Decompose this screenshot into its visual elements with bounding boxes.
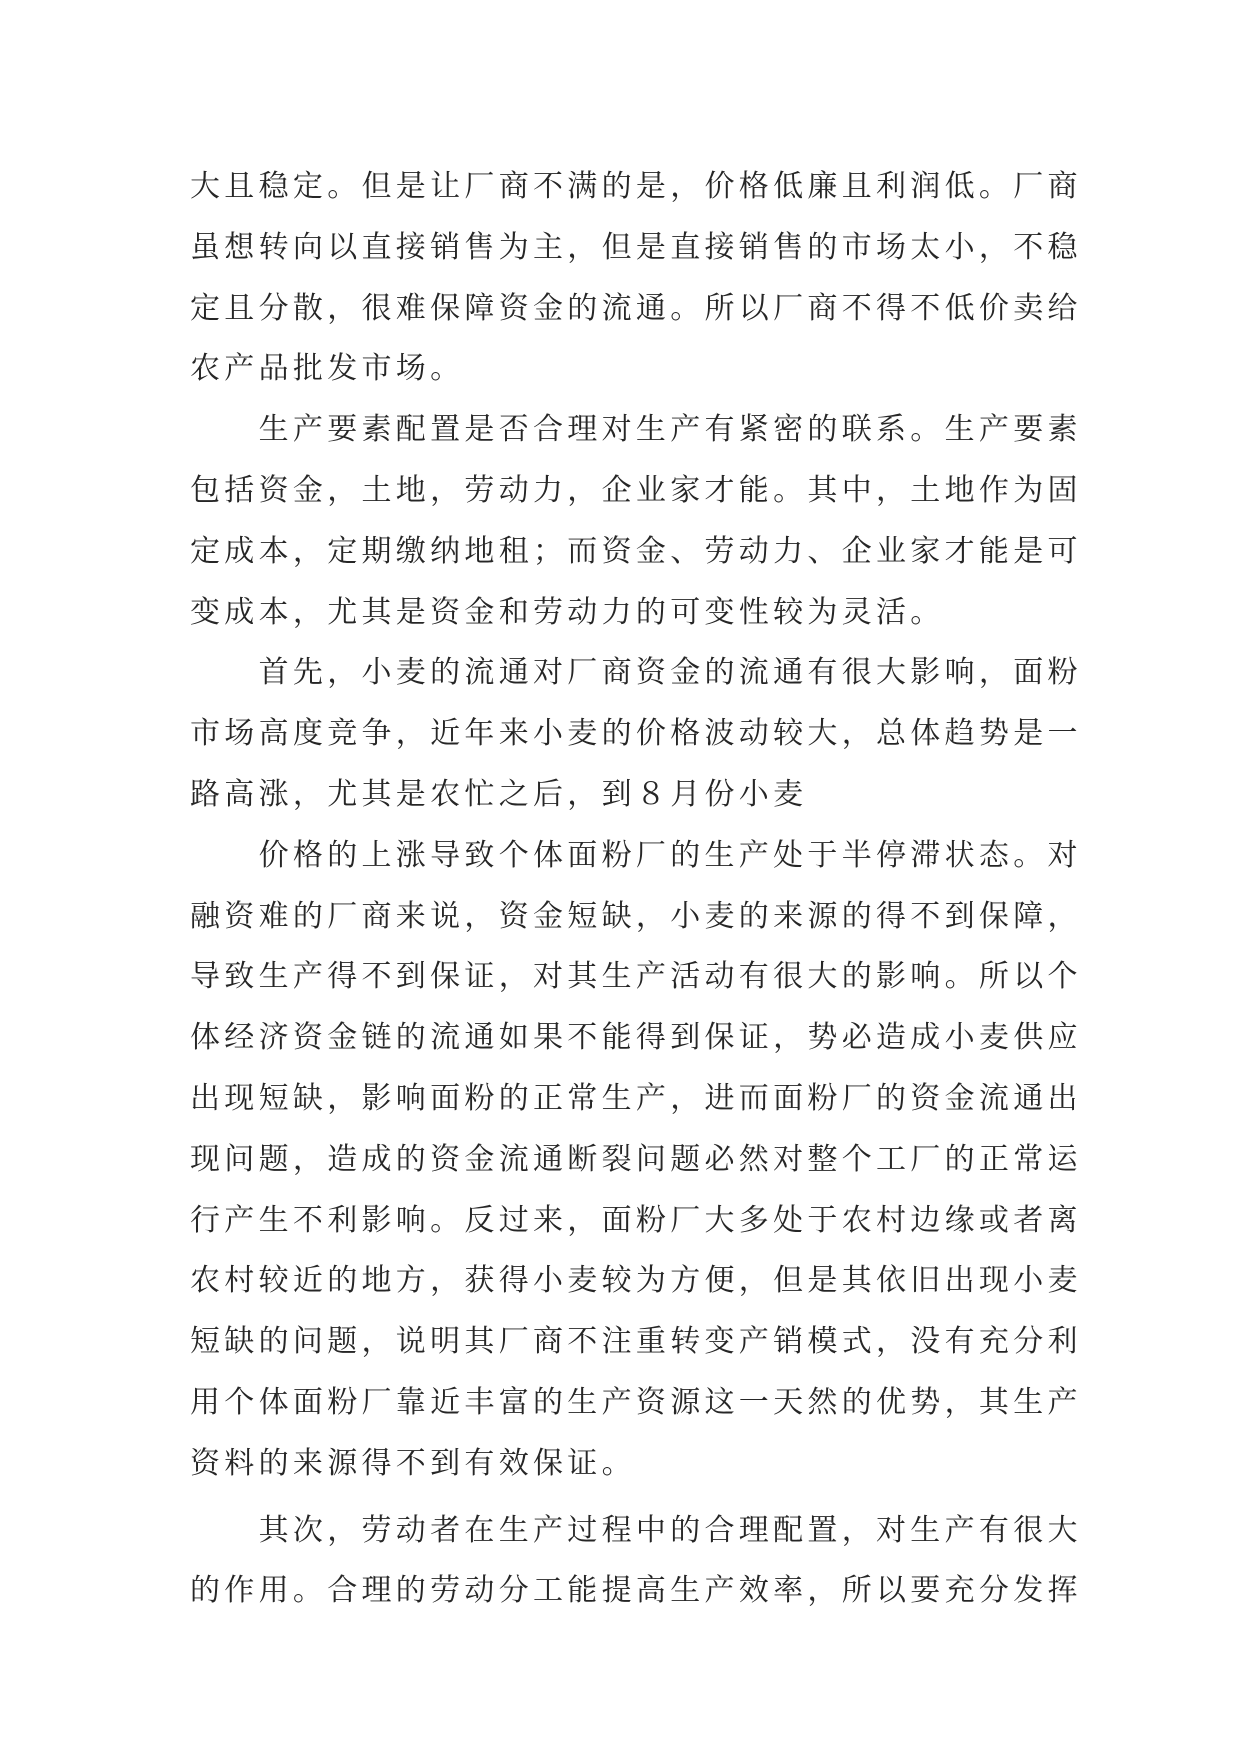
text-line: 路高涨，尤其是农忙之后，到８月份小麦 [190, 776, 808, 812]
text-line: 虽想转向以直接销售为主，但是直接销售的市场太小，不稳 [190, 229, 1082, 265]
body-text [190, 157, 1082, 1622]
text-line: 首先，小麦的流通对厂商资金的流通有很大影响，面粉 [190, 655, 1082, 691]
text-line: 资料的来源得不到有效保证。 [190, 1445, 636, 1481]
text-line: 导致生产得不到保证，对其生产活动有很大的影响。所以个 [190, 959, 1082, 995]
text-line: 其次，劳动者在生产过程中的合理配置，对生产有很大 [190, 1512, 1082, 1548]
text-line: 包括资金，土地，劳动力，企业家才能。其中，土地作为固 [190, 472, 1082, 508]
text-line: 体经济资金链的流通如果不能得到保证，势必造成小麦供应 [190, 1020, 1082, 1056]
text-line: 农产品批发市场。 [190, 351, 465, 387]
text-line: 行产生不利影响。反过来，面粉厂大多处于农村边缘或者离 [190, 1202, 1082, 1238]
text-line: 生产要素配置是否合理对生产有紧密的联系。生产要素 [190, 412, 1082, 448]
text-line: 市场高度竞争，近年来小麦的价格波动较大，总体趋势是一 [190, 716, 1082, 752]
text-line: 定且分散，很难保障资金的流通。所以厂商不得不低价卖给 [190, 290, 1082, 326]
text-line: 变成本，尤其是资金和劳动力的可变性较为灵活。 [190, 594, 945, 630]
text-line: 定成本，定期缴纳地租；而资金、劳动力、企业家才能是可 [190, 533, 1082, 569]
text-line: 短缺的问题，说明其厂商不注重转变产销模式，没有充分利 [190, 1324, 1082, 1360]
text-line: 出现短缺，影响面粉的正常生产，进而面粉厂的资金流通出 [190, 1080, 1082, 1116]
text-line: 农村较近的地方，获得小麦较为方便，但是其依旧出现小麦 [190, 1263, 1082, 1299]
text-line: 用个体面粉厂靠近丰富的生产资源这一天然的优势，其生产 [190, 1384, 1082, 1420]
text-line: 现问题，造成的资金流通断裂问题必然对整个工厂的正常运 [190, 1141, 1082, 1177]
text-line: 大且稳定。但是让厂商不满的是，价格低廉且利润低。厂商 [190, 169, 1082, 204]
text-line: 的作用。合理的劳动分工能提高生产效率，所以要充分发挥 [190, 1573, 1082, 1609]
text-line: 融资难的厂商来说，资金短缺，小麦的来源的得不到保障， [190, 898, 1082, 934]
text-line: 价格的上涨导致个体面粉厂的生产处于半停滞状态。对 [190, 837, 1082, 873]
